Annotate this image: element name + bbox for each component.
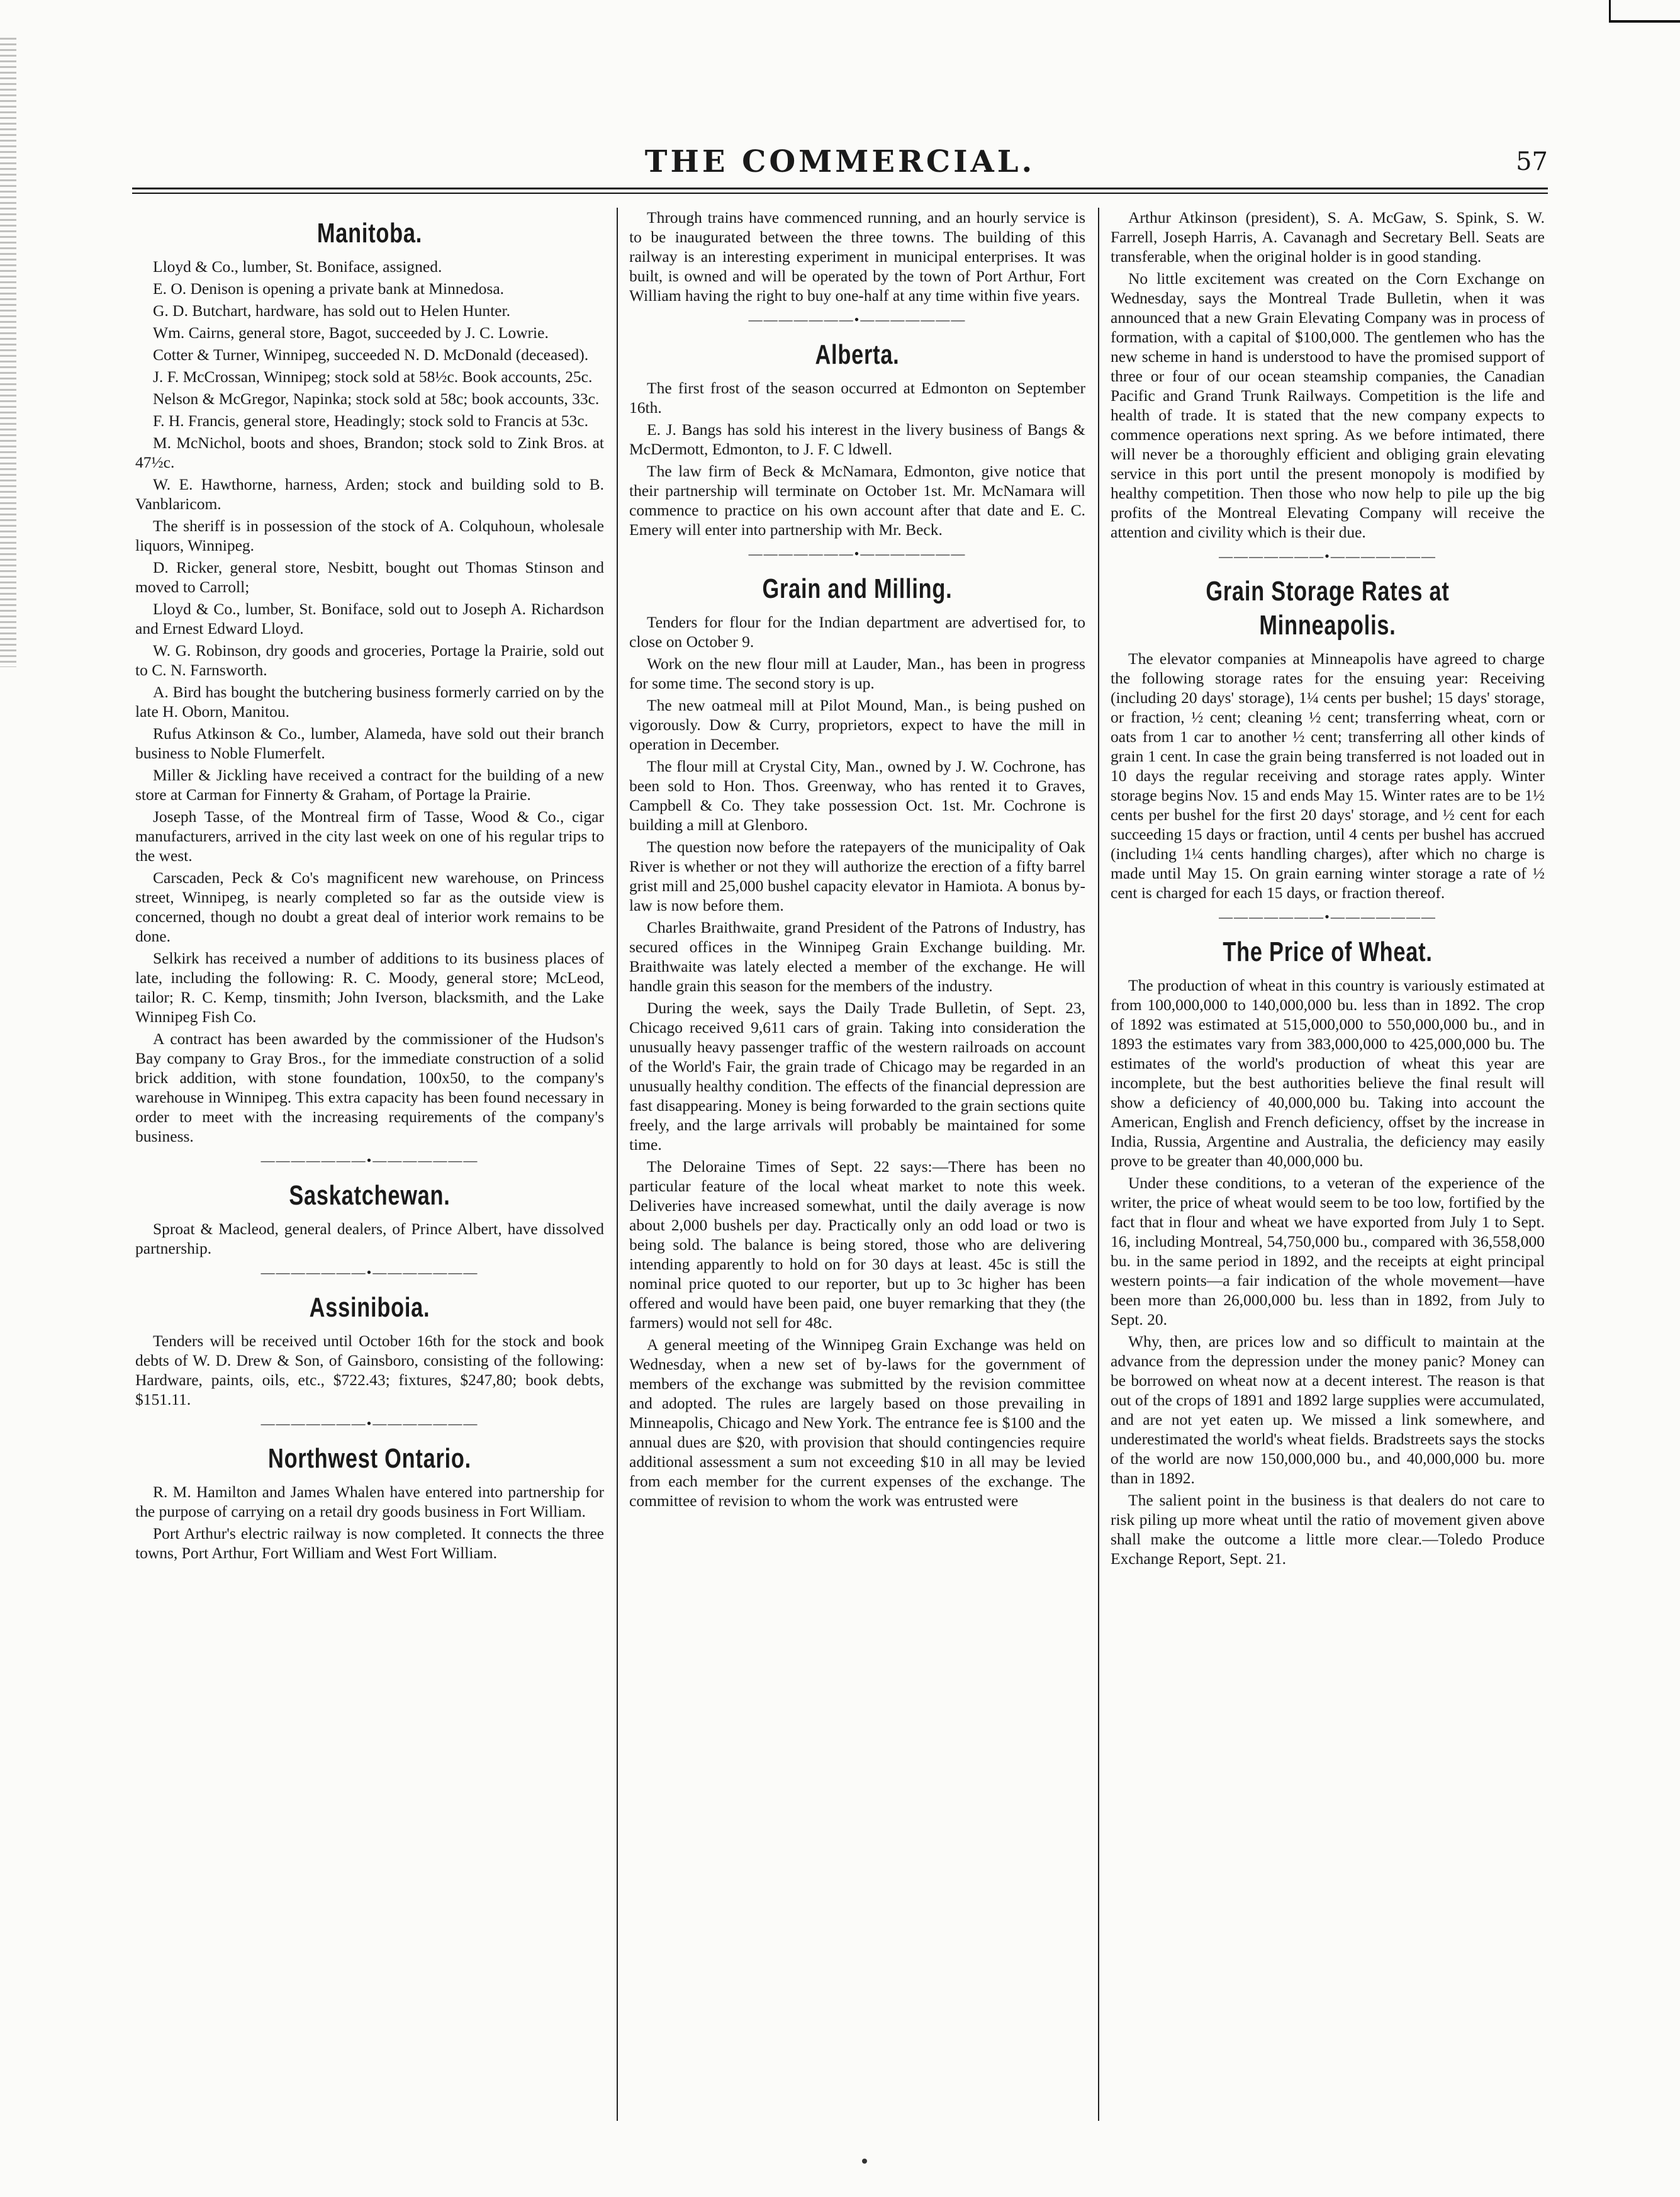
article-body [135, 1331, 604, 1409]
section-separator [1111, 547, 1545, 566]
paragraph: Cotter & Turner, Winnipeg, succeeded N. D. McDonald (deceased). [153, 346, 589, 364]
paragraph: The salient point in the business is that dealers do not care to risk piling up more wheat until the ratio of movement given above shall make the outcome a little more clear.—Toledo Produce Exchange Report, Sept. 21. [1111, 1491, 1545, 1568]
paragraph: The first frost of the season occurred at Edmonton on September 16th. [629, 379, 1085, 417]
paragraph: Nelson & McGregor, Napinka; stock sold at 58c; book accounts, 33c. [153, 390, 600, 408]
paragraph: Tenders will be received until October 16th for the stock and book debts of W. D. Drew & Son, of Gainsboro, consisting of the following: Hardware, paints, oils, etc., $722.43; fixtures, $247,80; book debts, $151.11. [135, 1332, 604, 1408]
paragraph: M. McNichol, boots and shoes, Brandon; stock sold to Zink Bros. at 47½c. [135, 434, 604, 471]
column-divider [617, 208, 618, 2121]
paragraph: Under these conditions, to a veteran of the experience of the writer, the price of wheat would seem to be too low, fortified by the fact that in flour and wheat we have exported from July 1 to Sept. 16, including Montreal, 54,750,000 bu., compared with 36,558,000 bu. in the same period in 1892, and the receipts at eight principal western points—a fair indication of the whole movement—have been more than 26,000,000 bu. less than in 1892, from July to Sept. 20. [1111, 1174, 1545, 1329]
paragraph: The flour mill at Crystal City, Man., owned by J. W. Cochrone, has been sold to Hon. Thos. Greenway, who has rented it to Graves, Campbell & Co. They take possession Oct. 1st. Mr. Cochrone is building a mill at Glenboro. [629, 757, 1085, 834]
article-body [629, 612, 1085, 1510]
section-heading: Manitoba. [316, 218, 423, 249]
section-heading: Northwest Ontario. [268, 1443, 471, 1474]
paragraph: Tenders for flour for the Indian department are advertised for, to close on October 9. [629, 613, 1085, 651]
paragraph: Sproat & Macleod, general dealers, of Prince Albert, have dissolved partnership. [135, 1220, 604, 1257]
section-separator [135, 1151, 604, 1170]
article-continuation [629, 208, 1085, 305]
header-rule [132, 188, 1548, 189]
paragraph: Work on the new flour mill at Lauder, Man., has been in progress for some time. The second story is up. [629, 655, 1085, 692]
scan-edge-bleed [0, 38, 16, 667]
section-heading: Grain and Milling. [762, 573, 953, 604]
paragraph: Selkirk has received a number of additions to its business places of late, including the following: R. C. Moody, general store; McLeod, tailor; R. C. Kemp, tinsmith; John Iverson, blacksmith, and the Lake Winnipeg Fish Co. [135, 949, 604, 1026]
paragraph: Wm. Cairns, general store, Bagot, succeeded by J. C. Lowrie. [153, 323, 549, 342]
paragraph: Why, then, are prices low and so difficult to maintain at the advance from the depression under the money panic? Money can be borrowed on wheat now at a decent interest. The reason is that out of the crops of 1891 and 1892 large supplies were accumulated, and are not yet eaten up. We missed a link somewhere, and underestimated the world's wheat fields. Bradstreets says the stocks of the world are now 150,000,000 bu., and 40,000,000 bu. more than in 1892. [1111, 1332, 1545, 1487]
section-heading: Assiniboia. [309, 1292, 430, 1323]
paragraph: Through trains have commenced running, and an hourly service is to be inaugurated between the three towns. The building of this railway is an interesting experiment in municipal enterprises. It was built, is owned and will be operated by the town of Port Arthur, Fort William having the right to buy one-half at any time within five years. [629, 208, 1085, 305]
paragraph: The law firm of Beck & McNamara, Edmonton, give notice that their partnership will terminate on October 1st. Mr. McNamara will commence to practice on his own account after that date and E. C. Emery will enter into partnership with Mr. Beck. [629, 462, 1085, 539]
article-body [135, 257, 604, 1146]
section-heading: Alberta. [815, 339, 900, 370]
column-divider [1098, 208, 1099, 2121]
paragraph: The production of wheat in this country is variously estimated at from 100,000,000 to 140,000,000 bu. less than in 1892. The crop of 1892 was estimated at 515,000,000 to 550,000,000 bu., and in 1893 the estimates vary from 383,000,000 to 425,000,000 bu. The estimates of the world's production of wheat this year are incomplete, but the best authorities believe the final result will show a deficiency of 40,000,000 bu. Taking into account the American, English and French deficiency, offset by the increase in India, Russia, Argentine and Australia, the deficiency may easily prove to be greater than 40,000,000 bu. [1111, 976, 1545, 1170]
paragraph: E. J. Bangs has sold his interest in the livery business of Bangs & McDermott, Edmonton, to J. F. C ldwell. [629, 420, 1085, 458]
paragraph: W. E. Hawthorne, harness, Arden; stock and building sold to B. Vanblaricom. [135, 475, 604, 513]
section-manitoba [135, 216, 604, 1146]
section-separator [629, 544, 1085, 563]
paragraph: Lloyd & Co., lumber, St. Boniface, assigned. [153, 257, 442, 276]
paragraph: A. Bird has bought the butchering business formerly carried on by the late H. Oborn, Manitou. [135, 683, 604, 721]
section-saskatchewan [135, 1179, 604, 1258]
paragraph: Port Arthur's electric railway is now completed. It connects the three towns, Port Arthur, Fort William and West Fort William. [135, 1524, 604, 1562]
section-grain-milling [629, 572, 1085, 1510]
article-body [135, 1482, 604, 1563]
paragraph: F. H. Francis, general store, Headingly; stock sold to Francis at 53c. [153, 412, 588, 430]
section-separator [135, 1414, 604, 1433]
article-body [629, 378, 1085, 539]
section-separator [135, 1263, 604, 1282]
paragraph: Rufus Atkinson & Co., lumber, Alameda, have sold out their branch business to Noble Flumerfelt. [135, 724, 604, 762]
section-separator [629, 310, 1085, 329]
paragraph: A contract has been awarded by the commissioner of the Hudson's Bay company to Gray Bros., for the immediate construction of a solid brick addition, with stone foundation, 100x50, to the company's warehouse in Winnipeg. This extra capacity has been found necessary in order to meet with the increasing requirements of the company's business. [135, 1030, 604, 1145]
corner-rule-mark [1609, 0, 1680, 23]
section-price-of-wheat [1111, 935, 1545, 1568]
paragraph: The new oatmeal mill at Pilot Mound, Man., is being pushed on vigorously. Dow & Curry, proprietors, expect to have the mill in operation in December. [629, 696, 1085, 753]
paragraph: The question now before the ratepayers of the municipality of Oak River is whether or not they will authorize the erection of a fifty barrel grist mill and 25,000 bushel capacity elevator in Hamiota. A bonus by-law is now before them. [629, 838, 1085, 914]
paragraph: Joseph Tasse, of the Montreal firm of Tasse, Wood & Co., cigar manufacturers, arrived in the city last week on one of his regular trips to the west. [135, 807, 604, 865]
newspaper-title: THE COMMERCIAL. [644, 144, 1036, 179]
section-assiniboia [135, 1291, 604, 1409]
paragraph: W. G. Robinson, dry goods and groceries, Portage la Prairie, sold out to C. N. Farnsworth. [135, 641, 604, 679]
paragraph: J. F. McCrossan, Winnipeg; stock sold at 58½c. Book accounts, 25c. [153, 368, 593, 386]
column-3 [1111, 208, 1545, 2121]
header-rule-thin [132, 193, 1548, 194]
section-northwest-ontario [135, 1442, 604, 1563]
section-grain-storage-rates [1111, 575, 1545, 902]
column-1 [135, 208, 604, 2121]
paragraph: D. Ricker, general store, Nesbitt, bought out Thomas Stinson and moved to Carroll; [135, 558, 604, 596]
masthead [132, 140, 1548, 184]
section-heading: The Price of Wheat. [1223, 936, 1433, 967]
paragraph: E. O. Denison is opening a private bank at Minnedosa. [153, 279, 505, 298]
paragraph: The sheriff is in possession of the stock of A. Colquhoun, wholesale liquors, Winnipeg. [135, 517, 604, 554]
paragraph: Miller & Jickling have received a contract for the building of a new store at Carman for Finnerty & Graham, of Portage la Prairie. [135, 766, 604, 804]
section-heading: Saskatchewan. [289, 1180, 451, 1211]
article-body [1111, 649, 1545, 902]
article-body [1111, 975, 1545, 1568]
column-2 [629, 208, 1085, 2121]
paragraph: A general meeting of the Winnipeg Grain Exchange was held on Wednesday, when a new set of by-laws for the government of members of the exchange was submitted by the revision committee and adopted. The rules are largely based on those prevailing in Minneapolis, Chicago and New York. The entrance fee is $100 and the annual dues are $20, with provision that should contingencies require additional assessment a sum not exceeding $10 in all may be levied from each member for the current expenses of the exchange. The committee of revision to whom the work was entrusted were [629, 1335, 1085, 1510]
paragraph: Arthur Atkinson (president), S. A. McGaw, S. Spink, S. W. Farrell, Joseph Harris, A. Cavanagh and Secretary Bell. Seats are transferable, when the original holder is in good standing. [1111, 208, 1545, 266]
paragraph: During the week, says the Daily Trade Bulletin, of Sept. 23, Chicago received 9,611 cars of grain. Taking into consideration the unusually heavy passenger traffic of the western railroads on account of the World's Fair, the grain trade of Chicago may be regarded in an unusually healthy condition. The effects of the financial depression are fast disappearing. Money is being forwarded to the grain sections quite freely, and the large arrivals will probably be maintained for some time. [629, 999, 1085, 1154]
article-continuation [1111, 208, 1545, 542]
paragraph: Lloyd & Co., lumber, St. Boniface, sold out to Joseph A. Richardson and Ernest Edward Lloyd. [135, 600, 604, 638]
paragraph: The elevator companies at Minneapolis have agreed to charge the following storage rates for the ensuing year: Receiving (including 20 days' storage), 1¼ cents per bushel; 15 days' storage, or fraction, ½ cent; cleaning ½ cent; transferring wheat, corn or oats from 1 car to another ½ cent; transferring all other kinds of grain 1 cent. In case the grain being transferred is not loaded out in 10 days the regular receiving and storage rates apply. Winter storage begins Nov. 15 and ends May 15. Winter rates are to be 1½ cents per bushel for the first 20 days' storage, and ½ cent for each succeeding 15 days or fraction, until 4 cents per bushel has accrued (including 1¼ cents handling charges), after which no charge is made until May 15. On grain earning winter storage a rate of ½ cent is charged for each 15 days, or fraction thereof. [1111, 649, 1545, 902]
article-body [135, 1219, 604, 1258]
paragraph: Carscaden, Peck & Co's magnificent new warehouse, on Princess street, Winnipeg, is nearly completed so far as the outside view is concerned, though no doubt a great deal of interior work remains to be done. [135, 868, 604, 945]
page-number: 57 [1516, 147, 1548, 176]
paragraph: Charles Braithwaite, grand President of the Patrons of Industry, has secured offices in the Winnipeg Grain Exchange building. Mr. Braithwaite was lately elected a member of the exchange. He will handle grain this season for the members of the industry. [629, 918, 1085, 995]
section-heading: Grain Storage Rates at Minneapolis. [1206, 576, 1450, 641]
print-speck [862, 2159, 867, 2164]
paragraph: G. D. Butchart, hardware, has sold out to Helen Hunter. [153, 301, 510, 320]
paragraph: No little excitement was created on the Corn Exchange on Wednesday, says the Montreal Trade Bulletin, when it was announced that a new Grain Elevating Company was in process of formation, with a capital of $100,000. The gentlemen who has the new scheme in hand is understood to have the promised support of three or four of our ocean steamship companies, the Canadian Pacific and Grand Trunk Railways. Competition is the life and health of trade. It is stated that the new company expects to commence operations next spring. As we before intimated, there will never be a thoroughly efficient and obliging grain elevating service in this port until the present monopoly is modified by healthy competition. Then those who now help to pile up the big profits of the Montreal Elevating Company will receive the attention and civility which is their due. [1111, 269, 1545, 541]
section-separator [1111, 907, 1545, 926]
paragraph: R. M. Hamilton and James Whalen have entered into partnership for the purpose of carrying on a retail dry goods business in Fort William. [135, 1483, 604, 1520]
section-alberta [629, 338, 1085, 539]
paragraph: The Deloraine Times of Sept. 22 says:—There has been no particular feature of the local wheat market to note this week. Deliveries have increased somewhat, until the daily average is now about 2,000 bushels per day. Practically only an odd load or two is being sold. The balance is being stored, those who are delivering intending apparently to hold on for 30 days at least. 45c is still the nominal price quoted to our reporter, but up to 3c higher has been offered and would have been paid, one buyer remarking that they (the farmers) would not sell for 48c. [629, 1157, 1085, 1332]
